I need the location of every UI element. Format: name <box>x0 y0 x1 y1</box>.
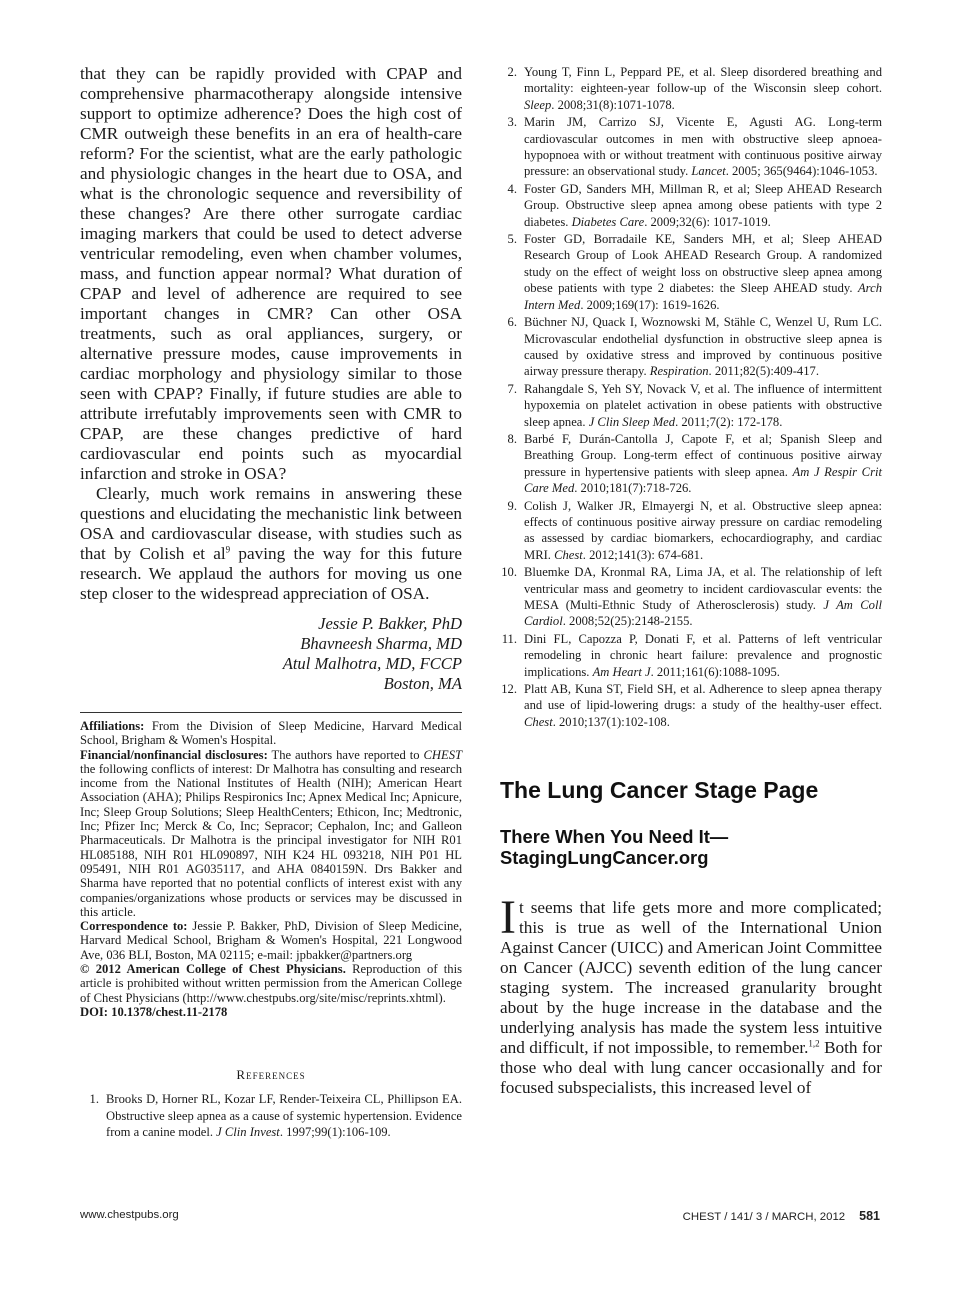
reference-details: . 2010;137(1):102-108. <box>552 714 670 729</box>
body-paragraph <box>80 484 462 604</box>
drop-cap: I <box>500 891 516 945</box>
body-paragraph <box>500 891 882 1098</box>
footer-website[interactable]: www.chestpubs.org <box>80 1209 179 1221</box>
reference-journal: J Clin Sleep Med <box>588 414 676 429</box>
reference-citation: Brooks D, Horner RL, Kozar LF, Render-Teixeira CL, Phillipson EA. Obstructive sleep apnea as a cause of systemic hypertension. Evidence from a canine model. <box>106 1092 462 1140</box>
reference-number: 2. <box>507 65 517 79</box>
reference-citation: Foster GD, Sanders MH, Millman R, et al; Sleep AHEAD Research Group. Obstructive sleep apnea among obese patients with type 2 diabetes. <box>524 181 882 229</box>
citation-sup[interactable]: 1,2 <box>808 1038 820 1049</box>
correspondence-label: Correspondence to: <box>80 919 188 934</box>
references-list <box>500 64 882 730</box>
doi-label: DOI: <box>80 1004 108 1019</box>
reference-number: 7. <box>507 381 517 396</box>
copyright <box>80 962 462 1005</box>
doi-value[interactable]: 10.1378/chest.11-2178 <box>108 1004 228 1019</box>
reference-text <box>524 381 882 430</box>
disclosures-label: Financial/nonfinancial disclosures: <box>80 747 268 762</box>
reference-citation: Colish J, Walker JR, Elmayergi N, et al. Obstructive sleep apnea: effects of continuous positive airway pressure on cardiac remodeling as assessed by cardiac biomarkers, echocardiography, and cardiac MRI. <box>524 498 882 562</box>
reference-journal: Am Heart J <box>592 664 651 679</box>
reference-citation: Barbé F, Durán-Cantolla J, Capote F, et al; Spanish Sleep and Breathing Group. Long-term effect of continuous positive airway pressure in hypertensive patients with sleep apnea. <box>524 431 882 479</box>
reference-number: 8. <box>507 431 517 446</box>
reference-citation: Marin JM, Carrizo SJ, Vicente E, Agusti AG. Long-term cardiovascular outcomes in men with obstructive sleep apnoea-hypopnoea with or without treatment with continuous positive airway pressure: an observational study. <box>524 115 882 179</box>
reference-number: 9. <box>507 498 517 513</box>
left-column <box>80 64 462 1141</box>
reference-details: . 2009;169(17): 1619-1626. <box>580 297 720 312</box>
reference-citation: Dini FL, Capozza P, Donati F, et al. Patterns of left ventricular remodeling in chronic heart failure: prevalence and prognostic implications. <box>524 631 882 679</box>
reference-text <box>524 681 882 730</box>
reference-item <box>500 564 882 630</box>
reference-text <box>524 314 882 380</box>
author-location: Boston, MA <box>383 674 462 693</box>
reference-number: 1. <box>89 1092 99 1107</box>
references-heading: References <box>236 1067 306 1083</box>
page-number: 581 <box>859 1209 880 1223</box>
reference-item <box>500 64 882 113</box>
copyright-label: © 2012 American College of Chest Physicians. <box>80 962 346 977</box>
citation-sup[interactable]: 9 <box>225 544 231 555</box>
reference-details: . 2009;32(6): 1017-1019. <box>644 214 771 229</box>
reference-citation: Bluemke DA, Kronmal RA, Lima JA, et al. The relationship of left ventricular mass and geometry to incident cardiovascular events: the MESA (Multi-Ethnic Study of Atherosclerosis) study. <box>524 565 882 612</box>
reference-text <box>524 564 882 630</box>
reference-citation: Rahangdale S, Yeh SY, Novack V, et al. The influence of intermittent hypoxemia on platelet activation in obese patients with obstructive sleep apnea. <box>524 381 882 429</box>
para2-text: Clearly, much work remains in answering these questions and elucidating the mechanistic link between OSA and cardiovascular disease, with studies such as that by Colish et al <box>80 484 462 563</box>
reference-number: 3. <box>507 115 517 130</box>
author-signatures <box>80 614 462 694</box>
body-text: Both for those who deal with lung cancer occasionally and for focused subspecialists, this increased level of <box>500 1038 882 1098</box>
reference-item <box>500 681 882 730</box>
reference-details: . 2011;82(5):409-417. <box>708 364 819 379</box>
section-title: The Lung Cancer Stage Page <box>500 777 819 804</box>
reference-citation: Foster GD, Borradaile KE, Sanders MH, et al; Sleep AHEAD Research Group of Look AHEAD Research Group. A randomized study on the effect of weight loss on obstructive sleep apnea among obese patients with type 2 diabetes: the Sleep AHEAD study. <box>524 232 882 296</box>
reference-journal: Lancet <box>691 164 726 179</box>
reference-details: . 2011;161(6):1088-1095. <box>650 664 780 679</box>
author-name: Jessie P. Bakker, PhD <box>318 614 462 633</box>
disclosures-text: The authors have reported to <box>267 747 424 762</box>
reference-journal: Arch Intern Med <box>524 281 882 312</box>
reference-details: . 2010;181(7):718-726. <box>574 481 692 496</box>
copyright-text[interactable]: Reproduction of this article is prohibited without written permission from the American College of Chest Physicians (http://www.chestpubs.org/site/misc/reprints.xhtml). <box>80 962 463 1005</box>
reference-journal: Diabetes Care <box>571 214 645 229</box>
reference-text <box>524 431 882 497</box>
reference-item <box>500 181 882 230</box>
section-subtitle[interactable]: There When You Need It—StagingLungCancer.org <box>500 826 729 869</box>
affiliations-block <box>80 719 462 1019</box>
disclosures-text: the following conflicts of interest: Dr Malhotra has consulting and research income from the National Institutes of Health (NIH); American Heart Association (AHA); Philips Respironics Inc; Apnex Medical Inc; Apnicure, Inc; Sleep Group Solutions; Sleep HealthCenters; Ethicon, Inc; Medtronic, Inc; Pfizer Inc; Merck & Co, Inc; Sepracor; Cephalon, Inc; and Galleon Pharmaceuticals. Dr Malhotra is the principal investigator for NIH R01 HL085188, NIH R01 HL090897, NIH K24 HL 093218, NIH P01 HL 095491, NIH R01 AG035117, and AHA 0840159N. Drs Bakker and Sharma have reported that no potential conflicts of interest exist with any companies/organizations whose products or services may be discussed in this article. <box>80 761 462 919</box>
reference-item <box>500 231 882 313</box>
reference-citation: Büchner NJ, Quack I, Woznowski M, Stähle C, Wenzel U, Rum LC. Microvascular endothelial dysfunction in obstructive sleep apnea is caused by oxidative stress and improved by continuous positive airway pressure therapy. <box>524 315 882 379</box>
reference-journal: Respiration <box>649 364 709 379</box>
affiliations-label: Affiliations: <box>80 719 145 733</box>
correspondence-text[interactable]: Jessie P. Bakker, PhD, Division of Sleep Medicine, Harvard Medical School, Brigham & Women's Hospital, 221 Longwood Ave, 036 BLI, Boston, MA 02115; e-mail: jpbakker@partners.org <box>80 919 462 962</box>
author-name: Bhavneesh Sharma, MD <box>300 634 462 653</box>
reference-text <box>524 231 882 313</box>
reference-text <box>106 1091 462 1140</box>
reference-number: 12. <box>501 682 517 697</box>
reference-number: 10. <box>501 565 517 580</box>
reference-text <box>524 498 882 564</box>
body-text: t seems that life gets more and more complicated; this is true as well of the International Union Against Cancer (UICC) and American Joint Committee on Cancer (AJCC) seventh edition of the lung cancer staging system. The increased granularity brought about by the huge increase in the database and the underlying analysis has made the system less intuitive and difficult, if not impossible, to remember. <box>500 898 882 1058</box>
reference-text <box>524 631 882 680</box>
reference-details: . 1997;99(1):106-109. <box>279 1125 391 1140</box>
reference-details: . 2008;31(8):1071-1078. <box>551 97 675 112</box>
reference-item <box>500 431 882 497</box>
reference-journal: Chest <box>554 547 583 562</box>
disclosures <box>80 748 462 920</box>
reference-details: . 2011;7(2): 172-178. <box>675 414 783 429</box>
reference-details: . 2008;52(25):2148-2155. <box>562 614 693 629</box>
reference-text <box>524 64 882 113</box>
affiliations <box>80 719 462 748</box>
reference-journal: Am J Respir Crit Care Med <box>524 464 882 496</box>
reference-item <box>500 498 882 564</box>
reference-journal: J Am Coll Cardiol <box>524 598 882 629</box>
reference-item <box>80 1091 462 1140</box>
reference-citation: Platt AB, Kuna ST, Field SH, et al. Adherence to sleep apnea therapy and use of lipid-lowering drugs: a study of the healthy-user effect. <box>524 682 882 713</box>
affiliations-text: From the Division of Sleep Medicine, Harvard Medical School, Brigham & Women's Hospital. <box>80 719 462 748</box>
body-paragraph: that they can be rapidly provided with CPAP and comprehensive pharmacotherapy alongside intensive support to optimize adherence? Does the high cost of CMR outweigh these benefits in an era of health-care reform? For the scientist, what are the early pathologic and physiologic changes in the heart due to OSA, and what is the chronologic sequence and reversibility of these changes? Are there other surrogate cardiac imaging markers that could be used to detect adverse ventricular remodeling, even when chamber volumes, mass, and function appear normal? What duration of CPAP and level of adherence are required to see important changes in CMR? Can other OSA treatments, such as oral appliances, surgery, or alternative pressure modes, cause improvements in cardiac morphology and physiology similar to those seen with CPAP? Finally, if future studies are able to attribute irrefutably improvements seen with CMR to CPAP, are these changes predictive of hard cardiovascular end points such as myocardial infarction and stroke in OSA? <box>80 64 462 483</box>
footer-journal <box>683 1209 880 1223</box>
divider <box>80 712 462 713</box>
reference-item <box>500 381 882 430</box>
journal-name: CHEST <box>423 747 462 762</box>
reference-number: 6. <box>507 315 517 330</box>
reference-details: . 2005; 365(9464):1046-1053. <box>725 164 878 179</box>
reference-text <box>524 181 882 230</box>
correspondence <box>80 919 462 962</box>
reference-item <box>500 314 882 380</box>
journal-info: CHEST / 141/ 3 / MARCH, 2012 <box>682 1211 846 1223</box>
references-list <box>80 1091 462 1140</box>
reference-journal: J Clin Invest <box>216 1125 280 1140</box>
para2-text: paving the way for this future research. We applaud the authors for moving us one step closer to the widespread appreciation of OSA. <box>80 544 462 603</box>
right-column <box>500 64 882 1115</box>
reference-number: 5. <box>507 232 517 247</box>
reference-item <box>500 631 882 680</box>
reference-citation: Young T, Finn L, Peppard PE, et al. Sleep disordered breathing and mortality: eighteen-year follow-up of the Wisconsin sleep cohort. <box>524 65 882 96</box>
reference-details: . 2012;141(3): 674-681. <box>582 547 704 562</box>
reference-number: 11. <box>501 631 517 646</box>
author-name: Atul Malhotra, MD, FCCP <box>282 654 462 673</box>
reference-journal: Sleep <box>524 97 552 112</box>
doi <box>80 1005 462 1019</box>
reference-number: 4. <box>507 181 517 196</box>
reference-journal: Chest <box>524 714 553 729</box>
reference-item <box>500 114 882 180</box>
reference-text <box>524 114 882 180</box>
